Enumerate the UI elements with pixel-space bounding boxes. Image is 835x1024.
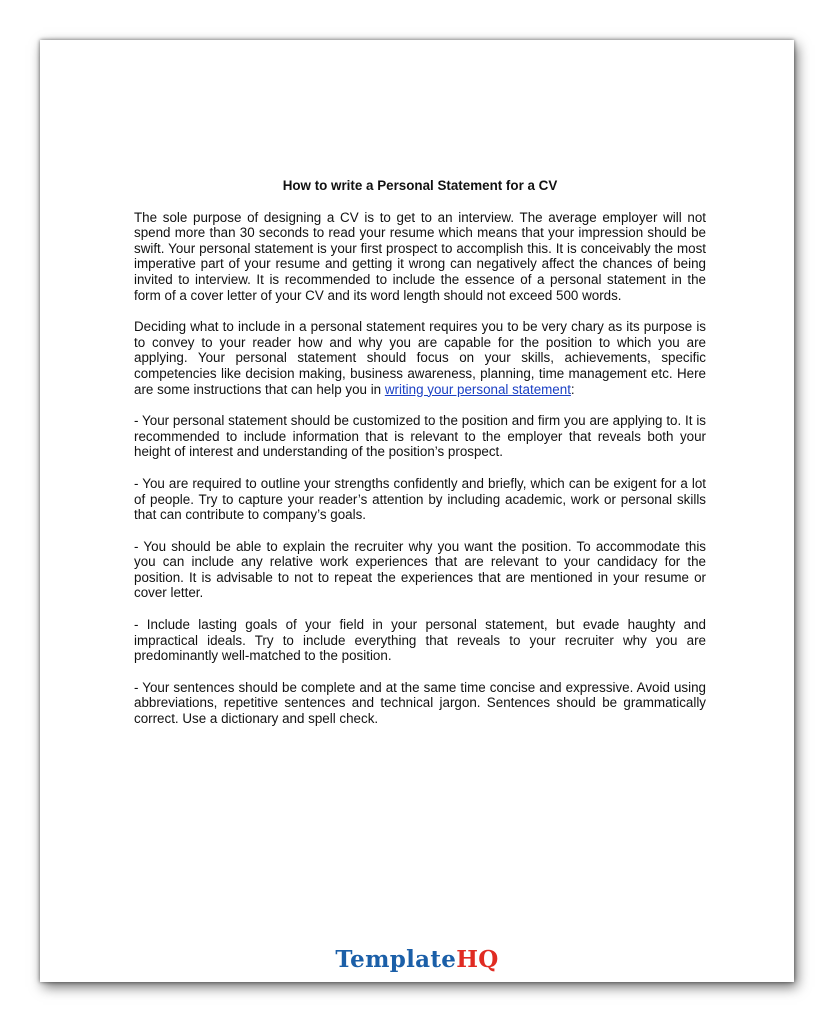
document-title: How to write a Personal Statement for a CV bbox=[282, 178, 558, 193]
bullet-explain: - You should be able to explain the recruiter why you want the position. To accommodate this you can include any relative work experiences that are relevant to your candidacy for the position. It is advisable to not to repeat the experiences that are mentioned in your resume or cover letter. bbox=[134, 538, 706, 601]
bullet-goals: - Include lasting goals of your field in your personal statement, but evade haughty and impractical ideals. Try to include everything that reveals to your recruiter why you are predominantly well-matched to the position. bbox=[134, 617, 706, 664]
paragraph-deciding-colon: : bbox=[570, 381, 575, 397]
document-page bbox=[40, 40, 794, 982]
logo-template-text: Template bbox=[335, 946, 457, 973]
document-body bbox=[134, 178, 706, 727]
bullet-customized: - Your personal statement should be customized to the position and firm you are applying to. It is recommended to include information that is relevant to the employer that reveals both your height of interest and understanding of the position’s prospect. bbox=[134, 413, 706, 460]
paragraph-purpose: The sole purpose of designing a CV is to get to an interview. The average employer will not spend more than 30 seconds to read your resume which means that your impression should be swift. Your personal statement is your first prospect to accomplish this. It is conceivably the most imperative part of your resume and getting it wrong can negatively affect the chances of being invited to interview. It is recommended to include the essence of a personal statement in the form of a cover letter of your CV and its word length should not exceed 500 words. bbox=[134, 209, 706, 303]
bullet-sentences: - Your sentences should be complete and at the same time concise and expressive. Avoid using abbreviations, repetitive sentences and technical jargon. Sentences should be grammatically correct. Use a dictionary and spell check. bbox=[134, 679, 706, 727]
templatehq-logo bbox=[40, 947, 794, 973]
paragraph-deciding-text: Deciding what to include in a personal statement requires you to be very chary as its purpose is to convey to your reader how and why you are capable for the position to which you are applying. Your personal statement should focus on your skills, achievements, specific competencies like decision making, business awareness, planning, time management etc. Here are some instructions that can help you in bbox=[134, 319, 706, 397]
bullet-strengths: - You are required to outline your strengths confidently and briefly, which can be exigent for a lot of people. Try to capture your reader’s attention by including academic, work or personal skills that can contribute to company’s goals. bbox=[134, 475, 706, 523]
writing-personal-statement-link[interactable]: writing your personal statement bbox=[384, 381, 571, 397]
paragraph-deciding bbox=[134, 319, 706, 397]
logo-hq-text: HQ bbox=[456, 946, 499, 973]
